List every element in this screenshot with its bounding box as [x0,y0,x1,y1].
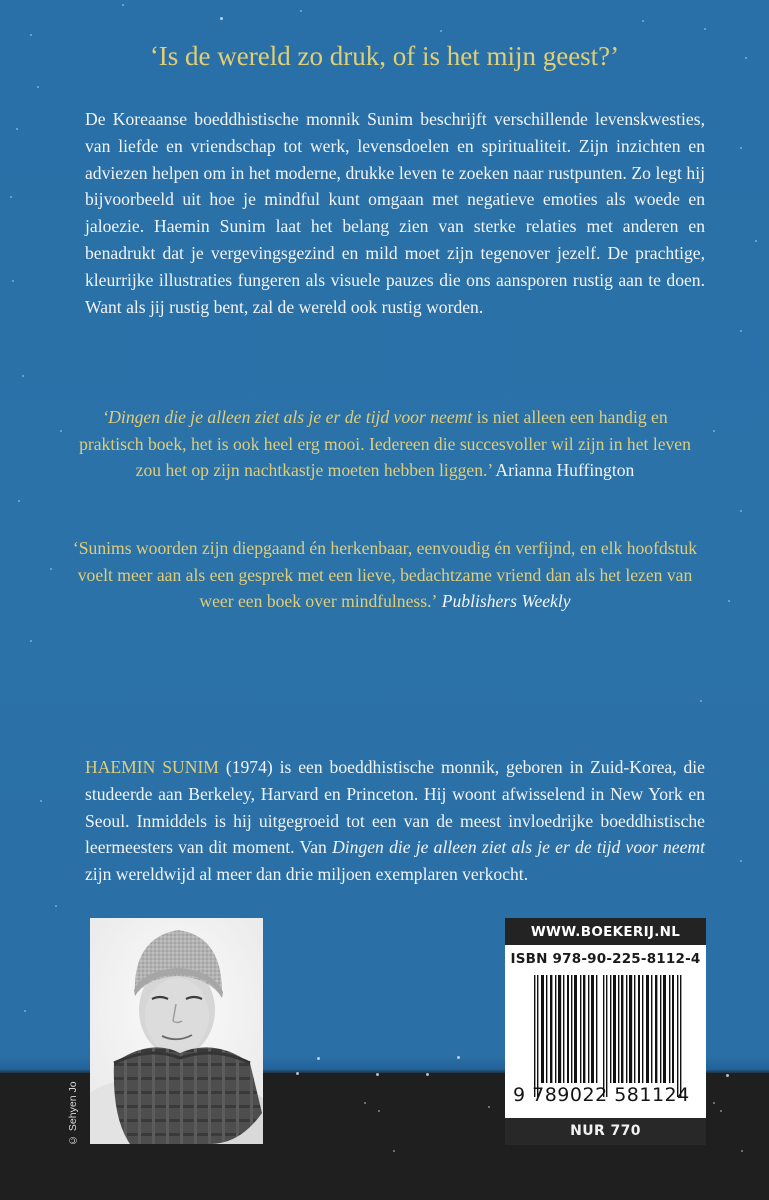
quote-source: Arianna Huffington [491,460,635,481]
photo-credit: © Sehyen Jo [67,1081,79,1146]
bio-text: (1974) is een boeddhistische monnik, geboren in Zuid-Korea, die studeerde aan Berkeley, Harvard en Princeton. Hij woont afwisselend in New York en Seoul. Inmiddels is hij uitgegroeid tot een van de meest invloedrijke boeddhistische leermeesters van dit moment. Van [85,757,705,858]
review-quote-publishers-weekly [70,535,700,615]
quote-open-mark: ‘ [102,407,109,427]
book-description: De Koreaanse boeddhistische monnik Sunim beschrijft verschillende levenskwesties, van liefde en vriendschap tot werk, levensdoelen en spiritualiteit. Zijn inzichten en adviezen helpen om in het moderne, drukke leven te zoeken naar rustpunten. Zo legt hij bijvoorbeeld uit hoe je mindful kunt omgaan met negatieve emoties als woede en jaloezie. Haemin Sunim laat het belang zien van sterke relaties met anderen en benadrukt dat je vergevingsgezind en mild moet zijn tegenover jezelf. De prachtige, kleurrijke illustraties fungeren als visuele pauzes die ons aansporen rustig aan te doen. Want als jij rustig bent, zal de wereld ook rustig worden. [85,109,705,317]
barcode-icon [532,975,682,1097]
quote-text: is niet alleen een handig en praktisch boek, het is ook heel erg mooi. Iedereen die succesvoller wil zijn in het leven zou het op zijn nachtkastje moeten hebben liggen.’ [79,407,691,481]
quote-source: Publishers Weekly [437,591,571,612]
cover-headline: ‘Is de wereld zo druk, of is het mijn geest?’ [149,41,620,71]
publisher-website: WWW.BOEKERIJ.NL [505,918,706,945]
isbn-barcode-panel [505,945,706,1118]
nur-code: NUR 770 [505,1118,706,1145]
isbn-number: ISBN 978-90-225-8112-4 [510,951,701,967]
bio-text-end: zijn wereldwijd al meer dan drie miljoen exemplaren verkocht. [85,864,529,885]
quote-text: ‘Sunims woorden zijn diepgaand én herkenbaar, eenvoudig én verfijnd, en elk hoofdstuk voelt meer aan als een gesprek met een lieve, bedachtzame vriend dan als het lezen van weer een boek over mindfulness.’ [72,538,698,612]
bio-book-title: Dingen die je alleen ziet als je er de tijd voor neemt [332,837,705,858]
review-quote-huffington [70,404,700,484]
author-bio [85,754,705,888]
barcode-block [505,918,706,1145]
author-name: HAEMIN SUNIM [85,757,219,777]
ean-digits: 9 789022 581124 [513,1084,690,1106]
quoted-book-title: Dingen die je alleen ziet als je er de tijd voor neemt [108,407,473,427]
author-portrait-illustration [90,918,263,1144]
author-photo [90,918,263,1144]
